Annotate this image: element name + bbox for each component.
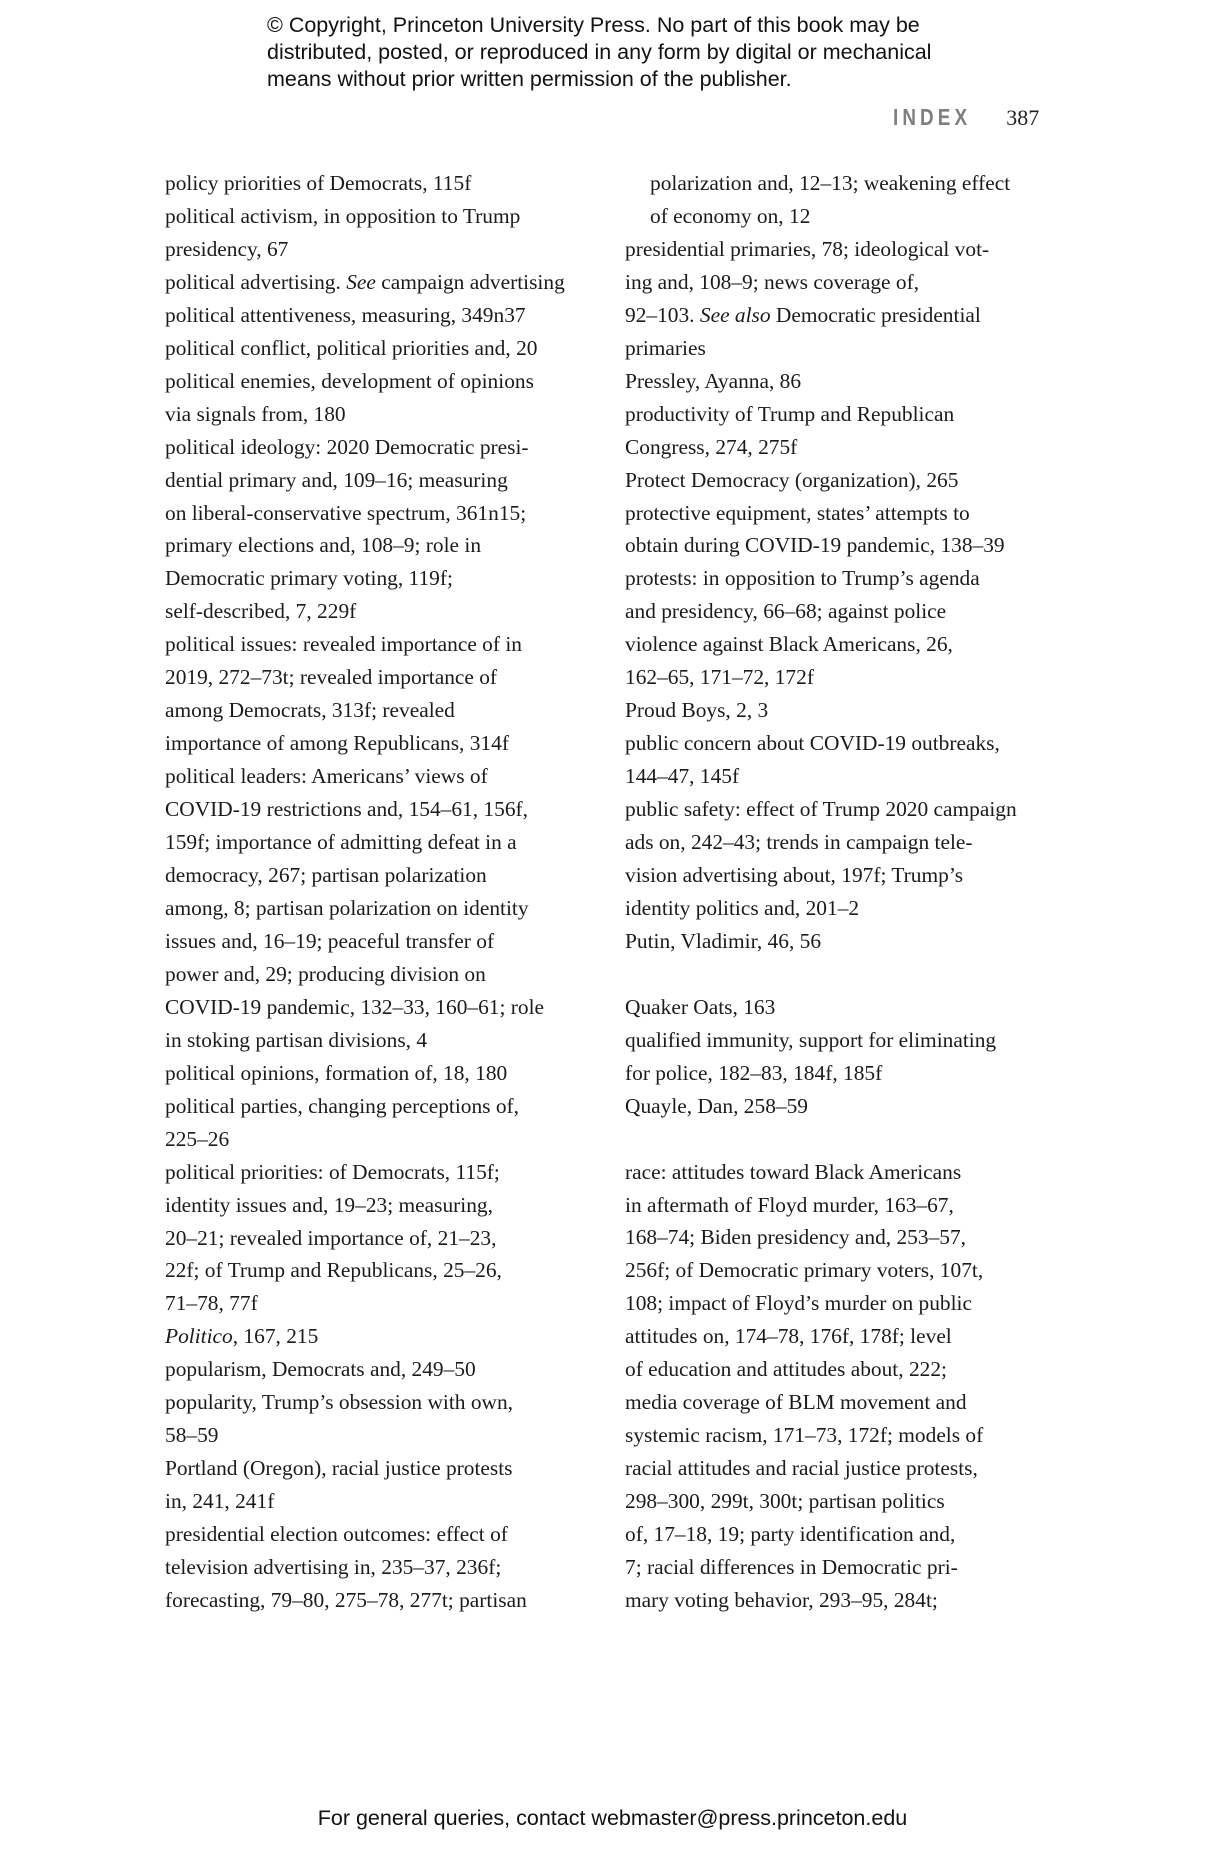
entry-line [165, 200, 585, 233]
copyright-line: © Copyright, Princeton University Press. No part of this book may be [267, 13, 920, 37]
entry-text: productivity of Trump and Republican [625, 401, 955, 426]
section-title: INDEX [893, 104, 972, 130]
entry-text: policy priorities of Democrats, 115f [165, 171, 472, 195]
entry-line [165, 1254, 585, 1287]
entry-line [625, 299, 1045, 332]
entry-line [625, 793, 1045, 826]
entry-text: Congress, 274, 275f [625, 434, 798, 459]
index-entry [165, 1090, 585, 1156]
entry-line [165, 1320, 585, 1353]
entry-line [625, 332, 1045, 365]
entry-text: Putin, Vladimir, 46, 56 [625, 928, 822, 953]
entry-text: systemic racism, 171–73, 172f; models of [625, 1423, 984, 1448]
entry-text: racial attitudes and racial justice protests, [625, 1456, 978, 1481]
index-column-left [165, 167, 585, 1617]
entry-line [625, 727, 1045, 760]
entry-text: in aftermath of Floyd murder, 163–67, [625, 1192, 954, 1217]
entry-line [625, 859, 1045, 892]
entry-text: 168–74; Biden presidency and, 253–57, [625, 1225, 967, 1250]
entry-text: television advertising in, 235–37, 236f; [165, 1555, 502, 1580]
entry-line [625, 266, 1045, 299]
entry-line [165, 892, 585, 925]
index-entry [165, 431, 585, 629]
entry-text: political enemies, development of opinions [165, 368, 534, 393]
entry-line [165, 233, 585, 266]
entry-line [165, 1222, 585, 1255]
entry-text: polarization and, 12–13; weakening effect [650, 171, 1011, 195]
cross-reference-label: See [346, 269, 376, 294]
entry-line [165, 628, 585, 661]
entry-text: in stoking partisan divisions, 4 [165, 1027, 428, 1052]
entry-text: democracy, 267; partisan polarization [165, 863, 487, 888]
entry-text: 144–47, 145f [625, 764, 740, 789]
entry-text: attitudes on, 174–78, 176f, 178f; level [625, 1324, 952, 1349]
index-entry [625, 991, 1045, 1024]
entry-line [625, 1090, 1045, 1123]
index-entry [165, 332, 585, 365]
entry-line [165, 167, 585, 200]
entry-text: 159f; importance of admitting defeat in a [165, 830, 517, 855]
entry-line [165, 1353, 585, 1386]
index-entry [165, 1353, 585, 1386]
entry-text: COVID-19 restrictions and, 154–61, 156f, [165, 797, 528, 822]
running-head [893, 104, 1039, 134]
entry-text: race: attitudes toward Black Americans [625, 1159, 962, 1184]
entry-text: protective equipment, states’ attempts to [625, 500, 970, 525]
entry-line [165, 661, 585, 694]
entry-line [165, 1156, 585, 1189]
entry-text: presidential primaries, 78; ideological vot- [625, 236, 990, 261]
entry-text: COVID-19 pandemic, 132–33, 160–61; role [165, 994, 545, 1019]
entry-text: popularism, Democrats and, 249–50 [165, 1357, 476, 1382]
entry-line [625, 365, 1045, 398]
footer-contact: For general queries, contact webmaster@press.princeton.edu [317, 1806, 908, 1830]
page-number: 387 [1006, 105, 1040, 130]
entry-text: 20–21; revealed importance of, 21–23, [165, 1225, 497, 1250]
entry-text: political leaders: Americans’ views of [165, 764, 488, 789]
entry-line [625, 595, 1045, 628]
entry-line [650, 200, 1045, 233]
entry-text: ing and, 108–9; news coverage of, [625, 269, 920, 294]
entry-line [165, 431, 585, 464]
entry-line [625, 1584, 1045, 1617]
entry-line [165, 1386, 585, 1419]
entry-line [165, 1485, 585, 1518]
entry-line [165, 595, 585, 628]
entry-text: political ideology: 2020 Democratic presi- [165, 434, 529, 459]
index-entry [625, 398, 1045, 464]
entry-text: political opinions, formation of, 18, 180 [165, 1060, 508, 1085]
entry-text: campaign advertising [375, 269, 565, 294]
index-entry [625, 497, 1045, 563]
entry-line [625, 1386, 1045, 1419]
entry-text: Democratic primary voting, 119f; [165, 566, 453, 591]
entry-text: issues and, 16–19; peaceful transfer of [165, 928, 495, 953]
entry-line [165, 398, 585, 431]
entry-line [165, 1419, 585, 1452]
entry-text: 22f; of Trump and Republicans, 25–26, [165, 1258, 502, 1283]
entry-text: Pressley, Ayanna, 86 [625, 368, 802, 393]
entry-text: in, 241, 241f [165, 1489, 275, 1514]
copyright-line: distributed, posted, or reproduced in any form by digital or mechanical [267, 40, 932, 64]
index-entry [165, 1518, 585, 1617]
entry-line [165, 694, 585, 727]
entry-line [165, 1287, 585, 1320]
entry-text: dential primary and, 109–16; measuring [165, 467, 508, 492]
entry-line [625, 661, 1045, 694]
entry-line [165, 497, 585, 530]
entry-line [625, 1485, 1045, 1518]
entry-line [625, 991, 1045, 1024]
entry-line [625, 892, 1045, 925]
entry-text: vision advertising about, 197f; Trump’s [625, 863, 964, 888]
entry-line [165, 562, 585, 595]
entry-text: of education and attitudes about, 222; [625, 1357, 947, 1382]
letter-group-gap [625, 958, 1045, 991]
entry-text: via signals from, 180 [165, 401, 346, 426]
entry-line [165, 1024, 585, 1057]
entry-line [625, 1221, 1045, 1254]
entry-line [165, 1057, 585, 1090]
index-entry [165, 628, 585, 760]
entry-text: for police, 182–83, 184f, 185f [625, 1060, 883, 1085]
entry-line [165, 1452, 585, 1485]
entry-text: 92–103. [625, 302, 700, 327]
entry-line [625, 925, 1045, 958]
entry-line [625, 233, 1045, 266]
entry-text: mary voting behavior, 293–95, 284t; [625, 1587, 938, 1612]
index-entry [165, 1156, 585, 1321]
entry-line [165, 266, 585, 299]
entry-text: 298–300, 299t, 300t; partisan politics [625, 1489, 945, 1514]
entry-line [625, 1419, 1045, 1452]
index-entry [165, 1057, 585, 1090]
entry-text: 162–65, 171–72, 172f [625, 665, 814, 690]
entry-text: ads on, 242–43; trends in campaign tele- [625, 830, 973, 855]
entry-text: among Democrats, 313f; revealed [165, 698, 455, 723]
entry-text: among, 8; partisan polarization on identity [165, 895, 529, 920]
entry-text: popularity, Trump’s obsession with own, [165, 1390, 514, 1415]
entry-text: importance of among Republicans, 314f [165, 731, 509, 756]
entry-text: 71–78, 77f [165, 1291, 258, 1316]
index-entry [625, 562, 1045, 694]
entry-line [625, 1024, 1045, 1057]
entry-text: political issues: revealed importance of in [165, 632, 522, 657]
entry-line [625, 1254, 1045, 1287]
entry-line [625, 1287, 1045, 1320]
entry-line [165, 760, 585, 793]
cross-reference-label: See also [699, 302, 771, 327]
entry-text: political attentiveness, measuring, 349n37 [165, 302, 526, 327]
entry-line [625, 1452, 1045, 1485]
entry-line [625, 1551, 1045, 1584]
entry-line [165, 793, 585, 826]
index-entry-continued [625, 167, 1045, 233]
entry-text: primary elections and, 108–9; role in [165, 533, 482, 558]
entry-text: 7; racial differences in Democratic pri- [625, 1555, 958, 1579]
entry-text: of, 17–18, 19; party identification and, [625, 1522, 956, 1547]
entry-text: self-described, 7, 229f [165, 599, 357, 624]
entry-text: Proud Boys, 2, 3 [625, 698, 769, 723]
entry-text: political advertising. [165, 269, 347, 294]
entry-text: political activism, in opposition to Trump [165, 203, 521, 228]
entry-text: of economy on, 12 [650, 203, 811, 228]
entry-text: power and, 29; producing division on [165, 961, 486, 986]
index-entry [625, 1024, 1045, 1090]
entry-line [625, 1320, 1045, 1353]
entry-text: Democratic presidential [770, 302, 981, 327]
entry-text: political priorities: of Democrats, 115f; [165, 1159, 500, 1184]
entry-text: identity issues and, 19–23; measuring, [165, 1192, 493, 1217]
entry-text: public safety: effect of Trump 2020 campaign [625, 797, 1017, 822]
entry-line [165, 464, 585, 497]
entry-line [625, 431, 1045, 464]
entry-text: obtain during COVID-19 pandemic, 138–39 [625, 533, 1005, 558]
entry-text: Quayle, Dan, 258–59 [625, 1093, 808, 1118]
entry-line [625, 628, 1045, 661]
entry-line [165, 1189, 585, 1222]
entry-text: forecasting, 79–80, 275–78, 277t; partisan [165, 1587, 527, 1612]
entry-text: 108; impact of Floyd’s murder on public [625, 1291, 972, 1316]
entry-text: public concern about COVID-19 outbreaks, [625, 731, 1000, 756]
entry-text: presidential election outcomes: effect of [165, 1522, 508, 1547]
index-entry [165, 760, 585, 1057]
index-entry [625, 233, 1045, 365]
entry-line [165, 365, 585, 398]
entry-line [625, 1518, 1045, 1551]
entry-line [165, 332, 585, 365]
entry-text: Protect Democracy (organization), 265 [625, 467, 959, 492]
index-entry [625, 365, 1045, 398]
entry-text: primaries [625, 335, 706, 360]
entry-text: Portland (Oregon), racial justice protests [165, 1456, 513, 1481]
entry-text: qualified immunity, support for eliminating [625, 1027, 997, 1052]
entry-line [625, 826, 1045, 859]
entry-text: political parties, changing perceptions of, [165, 1093, 520, 1118]
index-entry [165, 1452, 585, 1518]
entry-line [165, 826, 585, 859]
index-entry [625, 464, 1045, 497]
entry-text: on liberal-conservative spectrum, 361n15; [165, 500, 527, 525]
entry-text: political conflict, political priorities and, 20 [165, 335, 538, 360]
index-entry [165, 1320, 585, 1353]
index-entry [165, 299, 585, 332]
entry-text: and presidency, 66–68; against police [625, 599, 947, 624]
entry-line [625, 464, 1045, 497]
copyright-notice [267, 12, 1027, 93]
entry-line [165, 1090, 585, 1123]
index-entry [625, 1090, 1045, 1123]
entry-line [165, 991, 585, 1024]
entry-text: presidency, 67 [165, 236, 289, 261]
entry-text: media coverage of BLM movement and [625, 1390, 967, 1415]
index-entry [165, 167, 585, 200]
entry-text: identity politics and, 201–2 [625, 895, 860, 920]
entry-line [625, 1156, 1045, 1189]
entry-line [165, 958, 585, 991]
index-entry [165, 200, 585, 266]
entry-text: violence against Black Americans, 26, [625, 632, 953, 657]
entry-text: 256f; of Democratic primary voters, 107t, [625, 1258, 984, 1283]
entry-line [165, 1518, 585, 1551]
entry-line [625, 1057, 1045, 1090]
index-entry [625, 694, 1045, 727]
cross-reference-label: Politico [165, 1324, 233, 1349]
index-entry [625, 793, 1045, 925]
entry-line [625, 529, 1045, 562]
index-entry [165, 266, 585, 299]
entry-line [165, 925, 585, 958]
entry-line [165, 529, 585, 562]
index-entry [625, 727, 1045, 793]
entry-line [625, 497, 1045, 530]
entry-line [165, 1551, 585, 1584]
entry-text: , 167, 215 [232, 1324, 319, 1349]
letter-group-gap [625, 1123, 1045, 1156]
entry-line [625, 760, 1045, 793]
index-column-right [625, 167, 1045, 1617]
entry-line [165, 727, 585, 760]
copyright-line: means without prior written permission of the publisher. [267, 67, 792, 91]
entry-line [165, 1123, 585, 1156]
index-entry [625, 925, 1045, 958]
entry-text: 2019, 272–73t; revealed importance of [165, 665, 498, 690]
entry-line [625, 398, 1045, 431]
entry-line [165, 859, 585, 892]
entry-line [625, 562, 1045, 595]
entry-text: protests: in opposition to Trump’s agenda [625, 566, 980, 591]
entry-line [625, 694, 1045, 727]
index-entry [625, 1156, 1045, 1617]
entry-text: 58–59 [165, 1423, 219, 1448]
index-entry [165, 1386, 585, 1452]
index-entry [165, 365, 585, 431]
entry-line [625, 1189, 1045, 1222]
entry-line [165, 1584, 585, 1617]
entry-text: Quaker Oats, 163 [625, 994, 776, 1019]
entry-line [165, 299, 585, 332]
entry-line [625, 1353, 1045, 1386]
entry-text: 225–26 [165, 1126, 230, 1151]
entry-line [650, 167, 1045, 200]
